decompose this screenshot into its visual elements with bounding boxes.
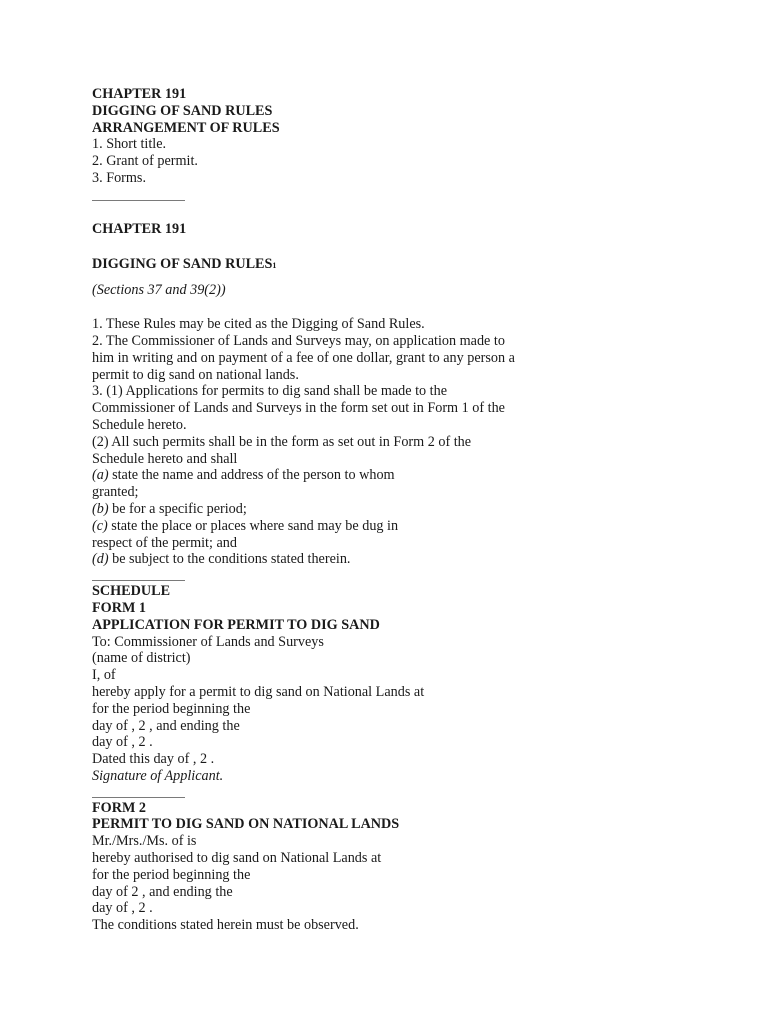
rule-3-1-line: Commissioner of Lands and Surveys in the form set out in Form 1 of the	[92, 400, 505, 417]
rule-3-1-line: Schedule hereto.	[92, 416, 187, 433]
clause-b-label: (b)	[92, 500, 109, 517]
clause-c-text: state the place or places where sand may be dug in	[107, 517, 399, 534]
clause-d-text: be subject to the conditions stated therein.	[108, 551, 351, 568]
rule-3-1	[92, 383, 692, 433]
rules-title	[92, 256, 692, 275]
clause-a-continued: granted;	[92, 484, 139, 501]
rule-2-line: him in writing and on payment of a fee of one dollar, grant to any person a	[92, 349, 515, 366]
schedule-form-2	[92, 800, 692, 934]
rule-3-2-line: (2) All such permits shall be in the form as set out in Form 2 of the	[92, 433, 472, 450]
form-1-line: hereby apply for a permit to dig sand on National Lands at	[92, 683, 425, 700]
clause-b-text: be for a specific period;	[108, 500, 247, 517]
form-2-line: Mr./Mrs./Ms. of is	[92, 833, 197, 850]
toc-chapter-heading: CHAPTER 191	[92, 86, 187, 102]
separator-line	[92, 580, 185, 581]
rule-3-2-line: Schedule hereto and shall	[92, 450, 238, 467]
form-1-line: Dated this day of , 2 .	[92, 751, 215, 768]
form-1-line: day of , 2 .	[92, 734, 153, 751]
clause-c-continued: respect of the permit; and	[92, 534, 237, 551]
clause-c	[92, 518, 692, 535]
toc-item: 3. Forms.	[92, 169, 146, 186]
form-2-line: hereby authorised to dig sand on National Lands at	[92, 850, 382, 867]
sections-note: (Sections 37 and 39(2))	[92, 282, 226, 299]
document-page	[92, 86, 692, 934]
rule-3-clauses	[92, 467, 692, 568]
form-1-line: To: Commissioner of Lands and Surveys	[92, 633, 324, 650]
form-1-heading: FORM 1	[92, 599, 146, 616]
clause-c-label: (c)	[92, 517, 108, 534]
rule-3-1-line: 3. (1) Applications for permits to dig sand shall be made to the	[92, 383, 448, 400]
clause-d	[92, 551, 692, 568]
schedule-form-1	[92, 583, 692, 785]
clause-a-text: state the name and address of the person to whom	[108, 467, 395, 484]
form-2-line: day of , 2 .	[92, 900, 153, 917]
toc-item: 2. Grant of permit.	[92, 153, 198, 170]
rule-2	[92, 333, 692, 383]
toc-section	[92, 86, 692, 187]
form-1-title: APPLICATION FOR PERMIT TO DIG SAND	[92, 616, 380, 633]
form-2-line: The conditions stated herein must be observed.	[92, 917, 359, 934]
form-1-line: day of , 2 , and ending the	[92, 717, 240, 734]
clause-a-label: (a)	[92, 467, 109, 484]
separator-line	[92, 797, 185, 798]
rule-1: 1. These Rules may be cited as the Digging of Sand Rules.	[92, 316, 425, 333]
footnote-marker: 1	[272, 260, 277, 270]
separator-line	[92, 200, 185, 201]
schedule-heading: SCHEDULE	[92, 583, 171, 600]
rule-2-line: permit to dig sand on national lands.	[92, 366, 299, 383]
chapter-heading: CHAPTER 191	[92, 220, 187, 237]
form-2-title: PERMIT TO DIG SAND ON NATIONAL LANDS	[92, 816, 400, 833]
toc-title: DIGGING OF SAND RULES	[92, 102, 273, 119]
form-1-line: I, of	[92, 667, 116, 684]
clause-a	[92, 467, 692, 484]
rule-3-2	[92, 434, 692, 468]
toc-item: 1. Short title.	[92, 136, 167, 153]
form-2-line: day of 2 , and ending the	[92, 883, 233, 900]
clause-d-label: (d)	[92, 551, 109, 568]
form-1-signature: Signature of Applicant.	[92, 767, 224, 784]
form-2-line: for the period beginning the	[92, 866, 251, 883]
rules-title-text: DIGGING OF SAND RULES	[92, 255, 273, 272]
clause-b	[92, 501, 692, 518]
rule-2-line: 2. The Commissioner of Lands and Surveys may, on application made to	[92, 332, 505, 349]
form-1-line: (name of district)	[92, 650, 191, 667]
form-1-line: for the period beginning the	[92, 700, 251, 717]
form-2-heading: FORM 2	[92, 799, 146, 816]
toc-arrangement-heading: ARRANGEMENT OF RULES	[92, 119, 280, 136]
